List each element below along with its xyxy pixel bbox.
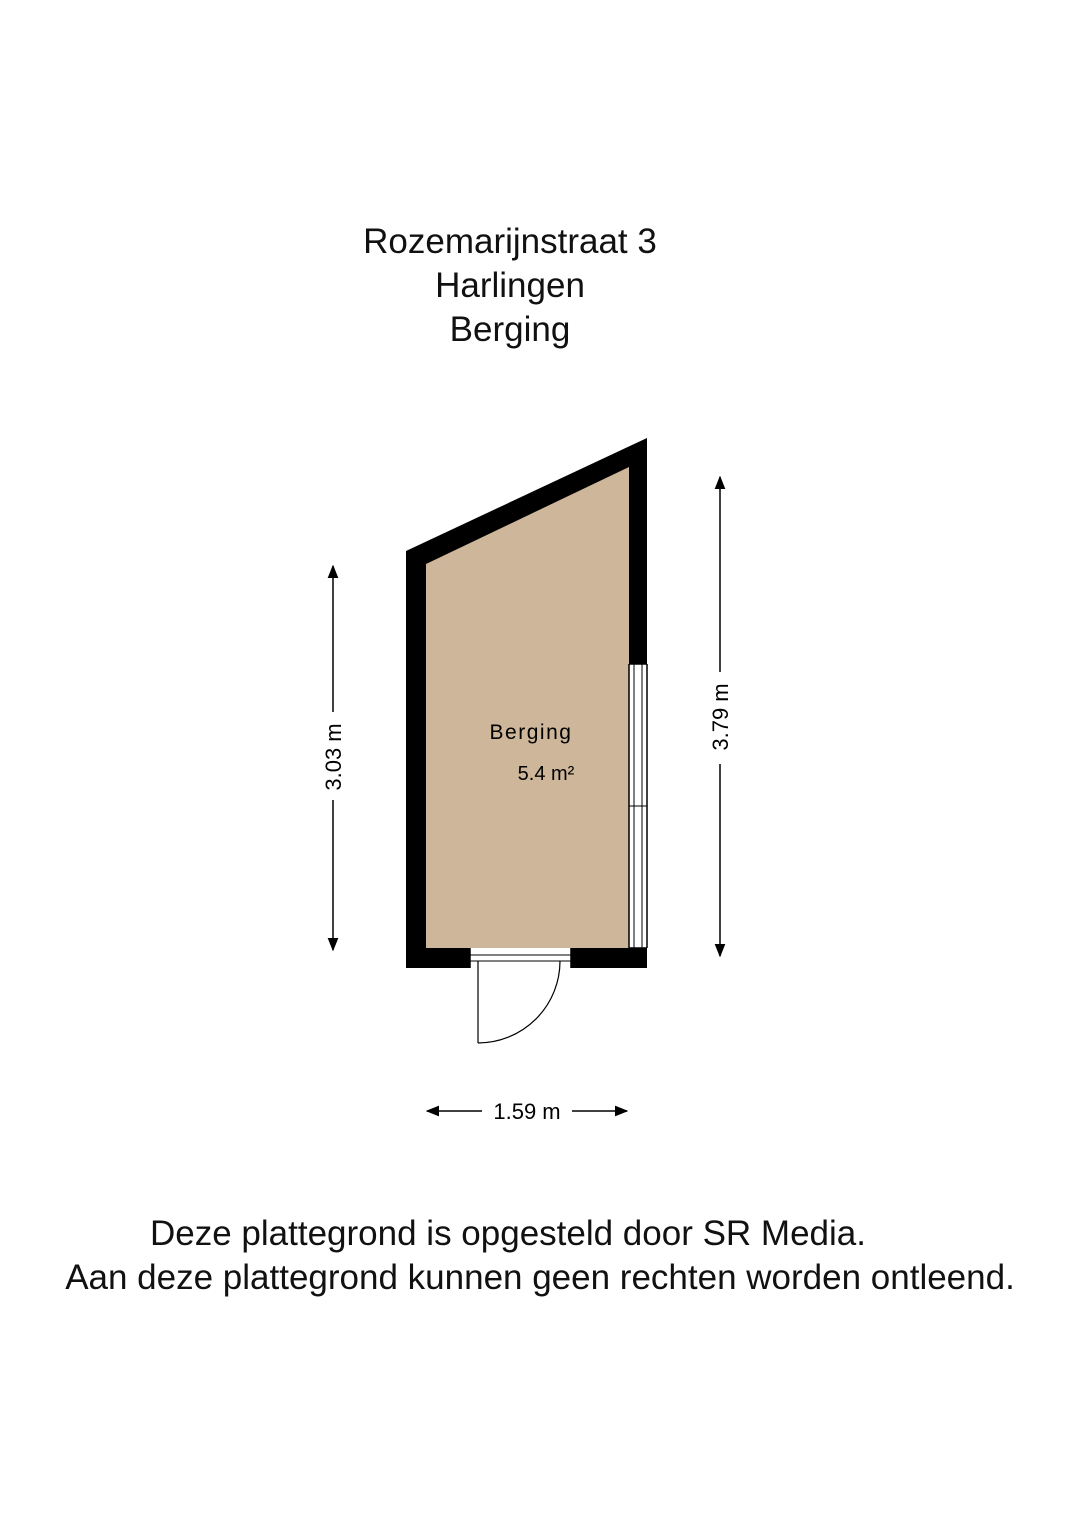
left-height-label: 3.03 m <box>321 723 346 791</box>
room-area: 5.4 m² <box>517 763 575 785</box>
right-height-dimension <box>708 477 733 956</box>
left-height-dimension <box>321 566 346 950</box>
floor-title: Berging <box>449 310 571 349</box>
room-label: Berging <box>489 721 573 744</box>
width-label: 1.59 m <box>493 1099 561 1124</box>
address-title: Rozemarijnstraat 3 <box>363 222 657 261</box>
right-height-label: 3.79 m <box>708 683 733 751</box>
door <box>470 948 571 1043</box>
footer-line-2: Aan deze plattegrond kunnen geen rechten worden ontleend. <box>65 1258 1015 1297</box>
footer-line-1: Deze plattegrond is opgesteld door SR Media. <box>150 1214 866 1253</box>
window <box>629 664 647 948</box>
width-dimension <box>427 1099 627 1124</box>
city-title: Harlingen <box>435 266 585 305</box>
